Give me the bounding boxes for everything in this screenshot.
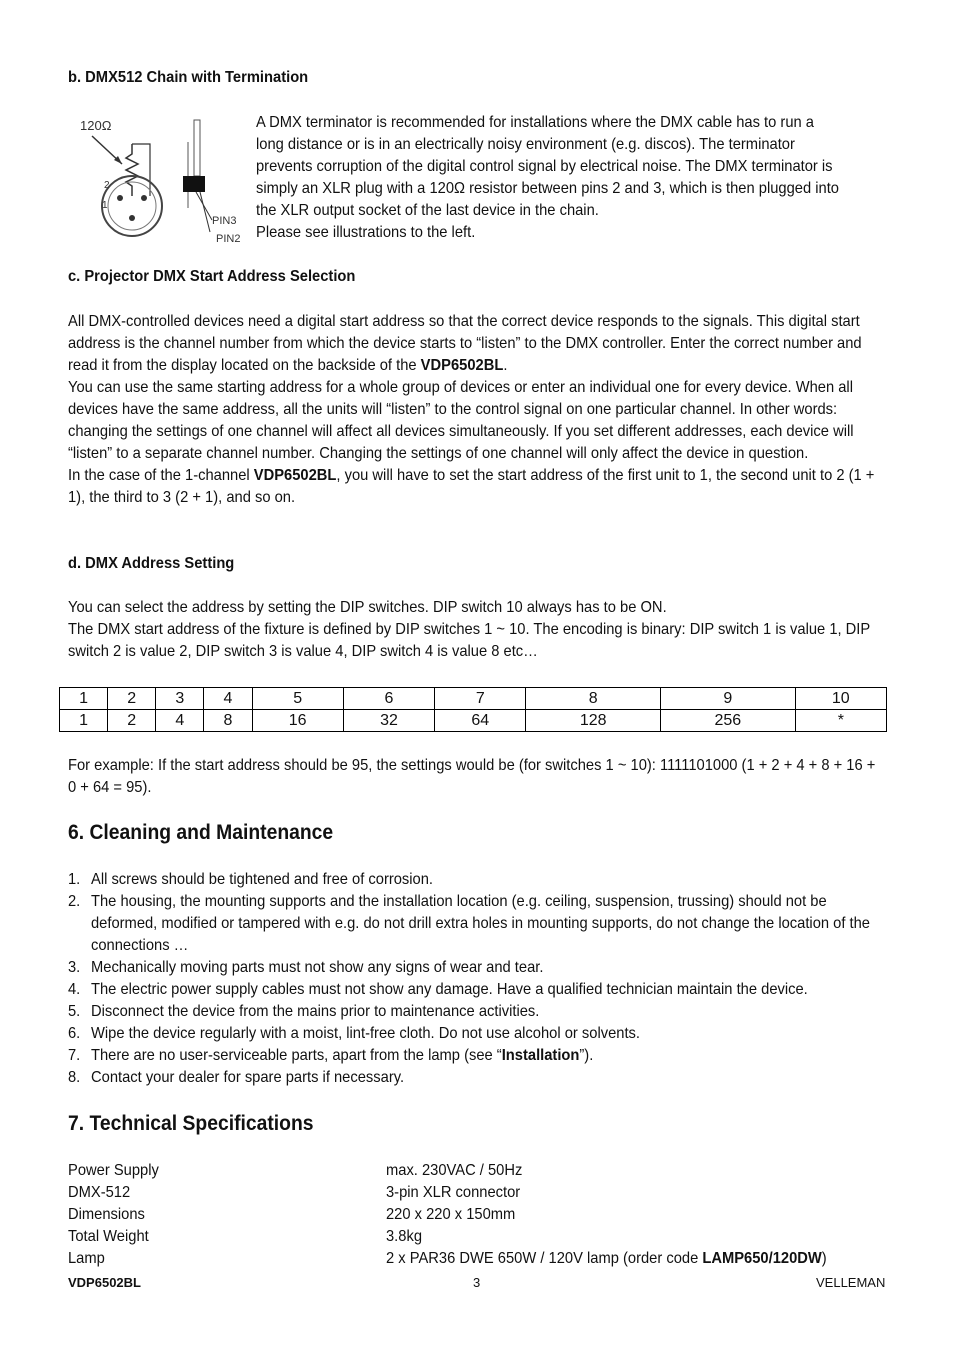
switch-value-cell: 32	[343, 710, 434, 732]
item-number: 3.	[68, 959, 81, 976]
start-address-para3	[68, 465, 882, 509]
list-item	[68, 891, 878, 957]
item-number: 8.	[68, 1069, 81, 1086]
lamp-text: )	[821, 1250, 827, 1267]
item-number: 5.	[68, 1003, 81, 1020]
item-number: 6.	[68, 1025, 81, 1042]
pin2-number: 2	[104, 180, 110, 191]
spec-value: 3-pin XLR connector	[386, 1184, 521, 1201]
lamp-order-code: LAMP650/120DW	[702, 1250, 822, 1267]
list-item	[68, 869, 878, 891]
switch-number-cell: 1	[60, 688, 108, 710]
footer-model: VDP6502BL	[68, 1275, 141, 1290]
item-text: There are no user-serviceable parts, apart from the lamp (see “	[91, 1047, 502, 1064]
model-name: VDP6502BL	[420, 357, 504, 374]
item-text: Disconnect the device from the mains prior to maintenance activities.	[91, 1003, 540, 1020]
item-text: All screws should be tightened and free of corrosion.	[91, 871, 434, 888]
ohm-label: 120Ω	[80, 118, 112, 133]
pin1-number: 1	[102, 200, 108, 211]
switch-number-row	[60, 688, 887, 710]
para-text: In the case of the 1-channel	[68, 467, 254, 484]
switch-number-cell: 9	[661, 688, 796, 710]
switch-number-cell: 5	[252, 688, 343, 710]
spec-label: Lamp	[68, 1250, 105, 1267]
termination-line: Please see illustrations to the left.	[256, 224, 476, 241]
switch-number-cell: 6	[343, 688, 434, 710]
address-setting-para1: You can select the address by setting the DIP switches. DIP switch 10 always has to be ON.	[68, 599, 667, 616]
switch-number-cell: 3	[156, 688, 204, 710]
list-item	[68, 957, 878, 979]
item-text: The housing, the mounting supports and the installation location (e.g. ceiling, suspension, trussing) should not be deformed, modified or tampered with e.g. do not drill extra holes in mounting supports, do not change the location of the connections …	[91, 893, 870, 954]
start-address-body	[68, 311, 882, 509]
footer-brand: VELLEMAN	[816, 1275, 886, 1290]
para-text: .	[503, 357, 508, 374]
para-text: , you will have to set the start address of the first unit to 1, the second unit to 2 (1 + 1), the third to 3 (2 + 1), and so on.	[68, 467, 875, 506]
termination-line: prevents corruption of the digital control signal by electrical noise. The DMX terminator is	[256, 158, 833, 175]
model-name: VDP6502BL	[253, 467, 337, 484]
item-bold-ref: Installation	[501, 1047, 580, 1064]
spec-label: Power Supply	[68, 1162, 159, 1179]
list-item	[68, 979, 878, 1001]
termination-line: the XLR output socket of the last device in the chain.	[256, 202, 599, 219]
termination-line: simply an XLR plug with a 120Ω resistor between pins 2 and 3, which is then plugged into	[256, 180, 839, 197]
item-number: 2.	[68, 893, 81, 910]
pin2-label: PIN2	[216, 233, 241, 245]
spec-label: Dimensions	[68, 1206, 145, 1223]
list-item	[68, 1067, 878, 1089]
item-number: 1.	[68, 871, 81, 888]
termination-line: A DMX terminator is recommended for installations where the DMX cable has to run a	[256, 114, 814, 131]
item-text: Wipe the device regularly with a moist, lint-free cloth. Do not use alcohol or solvents.	[91, 1025, 640, 1042]
item-text: The electric power supply cables must not show any damage. Have a qualified technician maintain the device.	[91, 981, 808, 998]
cleaning-list	[68, 869, 878, 1089]
start-address-para1	[68, 311, 882, 377]
spec-value: 3.8kg	[386, 1228, 423, 1245]
switch-value-cell: 256	[661, 710, 796, 732]
switch-value-cell: 128	[526, 710, 661, 732]
switch-value-cell: 1	[60, 710, 108, 732]
switch-value-cell: 2	[108, 710, 156, 732]
list-item	[68, 1045, 878, 1067]
cleaning-heading: 6. Cleaning and Maintenance	[68, 821, 334, 844]
list-item	[68, 1023, 878, 1045]
termination-heading: b. DMX512 Chain with Termination	[68, 69, 309, 86]
item-number: 7.	[68, 1047, 81, 1064]
item-text: Mechanically moving parts must not show any signs of wear and tear.	[91, 959, 544, 976]
terminator-diagram-svg	[70, 112, 245, 247]
switch-number-cell: 7	[435, 688, 526, 710]
lamp-text: 2 x PAR36 DWE 650W / 120V lamp (order code	[386, 1250, 703, 1267]
switch-value-cell: 8	[204, 710, 252, 732]
spec-value	[386, 1248, 827, 1270]
address-setting-body	[68, 597, 882, 663]
switch-value-cell: *	[795, 710, 886, 732]
switch-value-cell: 16	[252, 710, 343, 732]
start-address-heading: c. Projector DMX Start Address Selection	[68, 268, 356, 285]
item-text: Contact your dealer for spare parts if necessary.	[91, 1069, 405, 1086]
switch-value-cell: 4	[156, 710, 204, 732]
address-setting-heading: d. DMX Address Setting	[68, 555, 235, 572]
switch-value-cell: 64	[435, 710, 526, 732]
spec-value: max. 230VAC / 50Hz	[386, 1162, 523, 1179]
termination-text	[256, 112, 882, 244]
switch-number-cell: 8	[526, 688, 661, 710]
spec-label: Total Weight	[68, 1228, 149, 1245]
list-item	[68, 1001, 878, 1023]
item-text: ”).	[579, 1047, 594, 1064]
xlr-terminator-illustration	[70, 112, 245, 247]
switch-number-cell: 10	[795, 688, 886, 710]
para-text: All DMX-controlled devices need a digital start address so that the correct device responds to the signals. This digital start address is the channel number from which the device starts to “listen” to the DMX controller. Enter the correct number and read it from the display located on the backside of the	[68, 313, 862, 374]
address-example: For example: If the start address should be 95, the settings would be (for switches 1 ~ 10): 1111101000 (1 + 2 + 4 + 8 + 16 + 0 + 64 = 95).	[68, 757, 876, 796]
spec-value: 220 x 220 x 150mm	[386, 1206, 516, 1223]
switch-number-cell: 4	[204, 688, 252, 710]
address-setting-para2: The DMX start address of the fixture is defined by DIP switches 1 ~ 10. The encoding is binary: DIP switch 1 is value 1, DIP switch 2 is value 2, DIP switch 3 is value 4, DIP switch 4 is value 8 etc…	[68, 621, 870, 660]
switch-value-row	[60, 710, 887, 732]
pin3-label: PIN3	[212, 215, 237, 227]
item-number: 4.	[68, 981, 81, 998]
specs-heading: 7. Technical Specifications	[68, 1112, 314, 1135]
start-address-para2: You can use the same starting address for a whole group of devices or enter an individual one for every device. When all devices have the same address, all the units will “listen” to the control signal on one particular channel. In other words: changing the settings of one channel will affect all devices simultaneously. If you set different addresses, each device will “listen” to a separate channel number. Changing the settings of one channel will only affect the device in question.	[68, 379, 854, 462]
footer-page-number: 3	[473, 1275, 481, 1290]
spec-label: DMX-512	[68, 1184, 131, 1201]
switch-number-cell: 2	[108, 688, 156, 710]
dip-switch-table	[59, 687, 887, 732]
termination-line: long distance or is in an electrically noisy environment (e.g. discos). The terminator	[256, 136, 795, 153]
